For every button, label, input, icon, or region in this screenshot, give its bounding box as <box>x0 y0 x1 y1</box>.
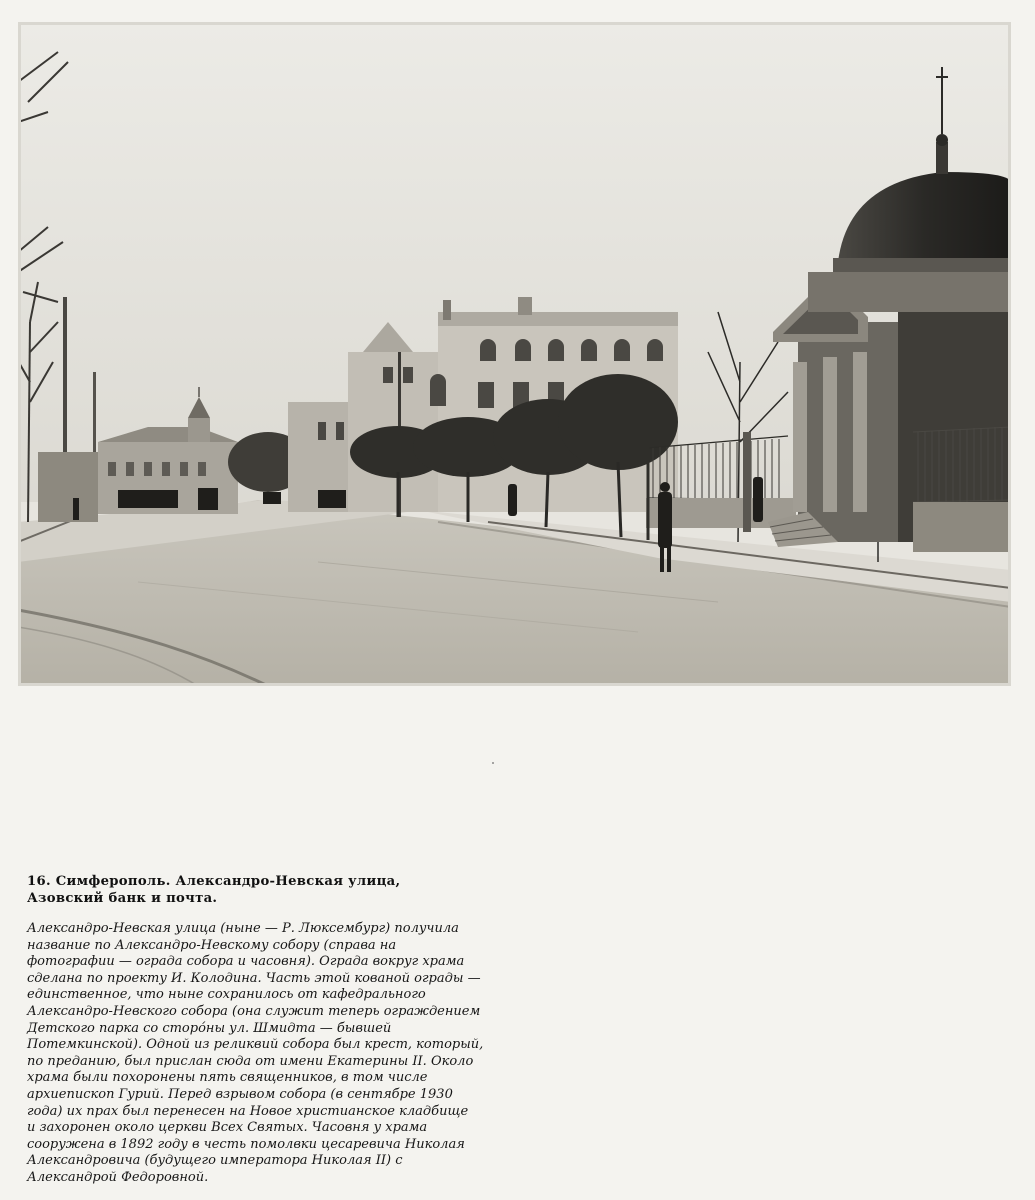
description-line: и захоронен около церкви Всех Святых. Часовня у храма <box>27 1120 428 1136</box>
caption-title-line-1: Симферополь. Александро-Невская улица, <box>55 874 401 889</box>
description-line: архиепископ Гурий. Перед взрывом собора (в сентябре 1930 <box>27 1086 453 1102</box>
historical-street-photograph <box>18 22 1011 686</box>
photo-caption <box>27 873 547 1187</box>
street-scene-illustration <box>18 22 1011 686</box>
description-line: храма были похоронены пять священников, в том числе <box>27 1070 428 1086</box>
plate-number: 16. <box>27 874 51 889</box>
description-line: Александро-Невского собора (она служит теперь ограждением <box>27 1003 481 1019</box>
description-line: фотографии — ограда собора и часовня). Ограда вокруг храма <box>27 954 465 970</box>
paper-speck <box>492 762 494 764</box>
caption-title <box>27 873 547 907</box>
description-line: Александрой Федоровной. <box>27 1169 209 1185</box>
description-line: сооружена в 1892 году в честь помолвки цесаревича Николая <box>27 1136 465 1152</box>
caption-title-line-2: Азовский банк и почта. <box>27 891 218 906</box>
description-line: года) их прах был перенесен на Новое христианское кладбище <box>27 1103 469 1119</box>
description-line: название по Александро-Невскому собору (справа на <box>27 937 397 953</box>
caption-description <box>27 921 547 1187</box>
description-line: по преданию, был прислан сюда от имени Екатерины II. Около <box>27 1053 474 1069</box>
description-line: Потемкинской). Одной из реликвий собора был крест, который, <box>27 1037 484 1053</box>
description-line: Детского парка со сторо́ны ул. Шмидта — бывшей <box>27 1020 392 1036</box>
description-line: Александровича (будущего императора Николая II) с <box>27 1153 403 1169</box>
description-line: сделана по проекту И. Колодина. Часть этой кованой ограды — <box>27 970 481 986</box>
description-line: единственное, что ныне сохранилось от кафедрального <box>27 987 426 1003</box>
description-line: Александро-Невская улица (ныне — Р. Люксембург) получила <box>27 921 459 936</box>
